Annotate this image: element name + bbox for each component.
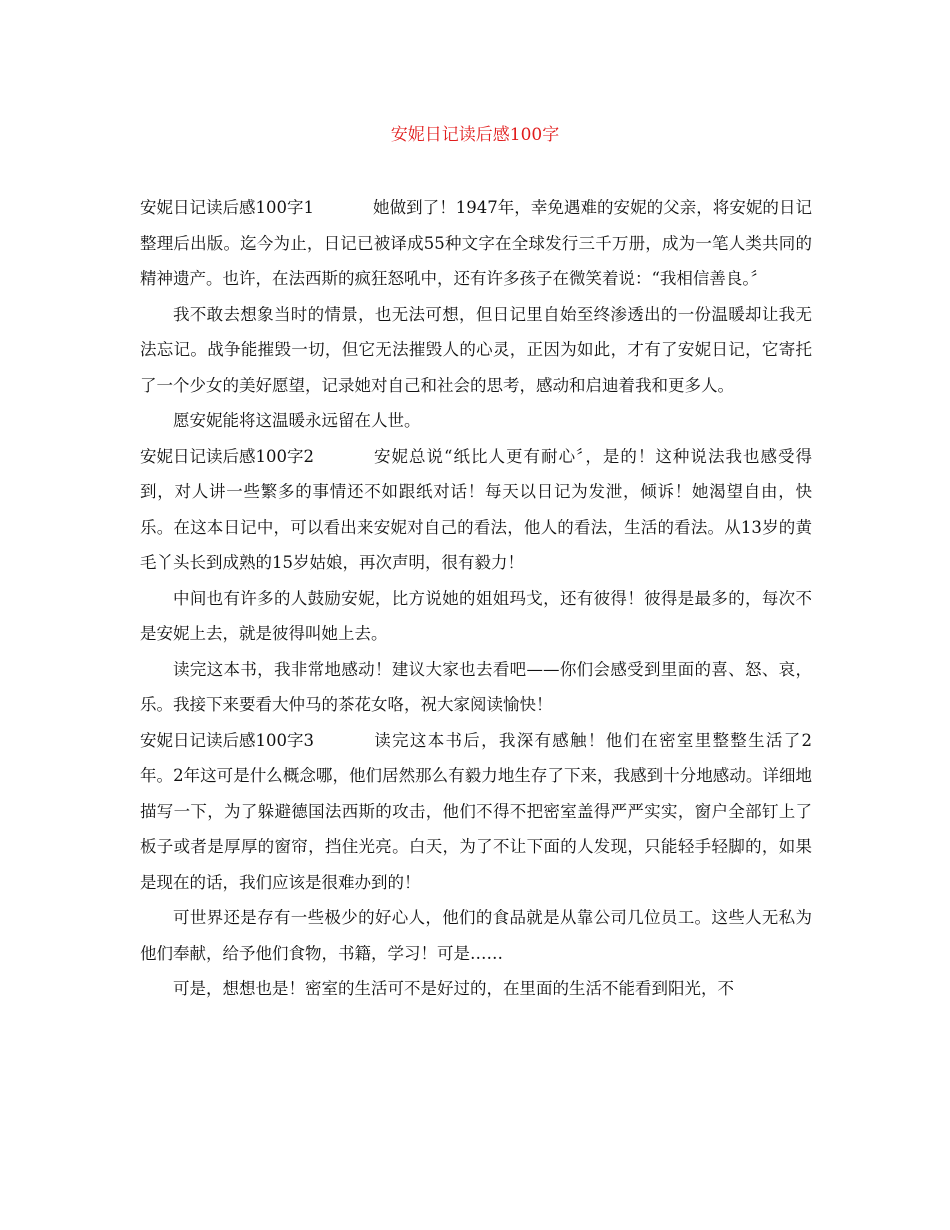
section-1-paragraph-2: 我不敢去想象当时的情景，也无法可想，但日记里自始至终渗透出的一份温暖却让我无法忘记。战争能摧毁一切，但它无法摧毁人的心灵，正因为如此，才有了安妮日记，它寄托了一个少女的美好愿望，记录她对自己和社会的思考，感动和启迪着我和更多人。 (140, 304, 812, 395)
section-2-paragraph-2: 中间也有许多的人鼓励安妮，比方说她的姐姐玛戈，还有彼得！彼得是最多的，每次不是安妮上去，就是彼得叫她上去。 (140, 588, 812, 643)
section-1-label: 安妮日记读后感100字1 (140, 198, 314, 217)
section-1-paragraph-3: 愿安妮能将这温暖永远留在人世。 (173, 411, 421, 430)
section-3-label: 安妮日记读后感100字3 (140, 730, 314, 750)
section-2-label: 安妮日记读后感100字2 (140, 446, 314, 466)
section-3-text-1: 读完这本书后，我深有感触！他们在密室里整整生活了2年。2年这可是什么概念哪，他们居然那么有毅力地生存了下来，我感到十分地感动。详细地描写一下，为了躲避德国法西斯的攻击，他们不得不把密室盖得严严实实，窗户全部钉上了板子或者是厚厚的窗帘，挡住光亮。白天，为了不让下面的人发现，只能轻手轻脚的，如果是现在的话，我们应该是很难办到的！ (140, 730, 812, 892)
section-3-paragraph-2: 可世界还是存有一些极少的好心人，他们的食品就是从靠公司几位员工。这些人无私为他们奉献，给予他们食物，书籍，学习！可是…… (140, 908, 812, 963)
document-title: 安妮日记读后感100字 (390, 125, 560, 145)
section-2-paragraph-1 (140, 439, 812, 581)
section-3-paragraph-3: 可是，想想也是！密室的生活可不是好过的，在里面的生活不能看到阳光，不 (173, 979, 734, 998)
section-1-paragraph-1 (140, 190, 812, 297)
document-body (140, 190, 812, 1007)
section-2-text-1: 安妮总说“纸比人更有耐心〞，是的！这种说法我也感受得到，对人讲一些繁多的事情还不如跟纸对话！每天以日记为发泄，倾诉！她渴望自由，快乐。在这本日记中，可以看出来安妮对自己的看法，他人的看法，生活的看法。从13岁的黄毛丫头长到成熟的15岁姑娘，再次声明，很有毅力！ (140, 446, 812, 572)
section-3-paragraph-1 (140, 723, 812, 901)
section-2-paragraph-3: 读完这本书，我非常地感动！建议大家也去看吧——你们会感受到里面的喜、怒、哀，乐。我接下来要看大仲马的茶花女咯，祝大家阅读愉快！ (140, 659, 812, 714)
section-1-text-1: 她做到了！1947年，幸免遇难的安妮的父亲，将安妮的日记整理后出版。迄今为止，日记已被译成55种文字在全球发行三千万册，成为一笔人类共同的精神遗产。也许，在法西斯的疯狂怒吼中，还有许多孩子在微笑着说：“我相信善良。〞 (140, 198, 812, 288)
